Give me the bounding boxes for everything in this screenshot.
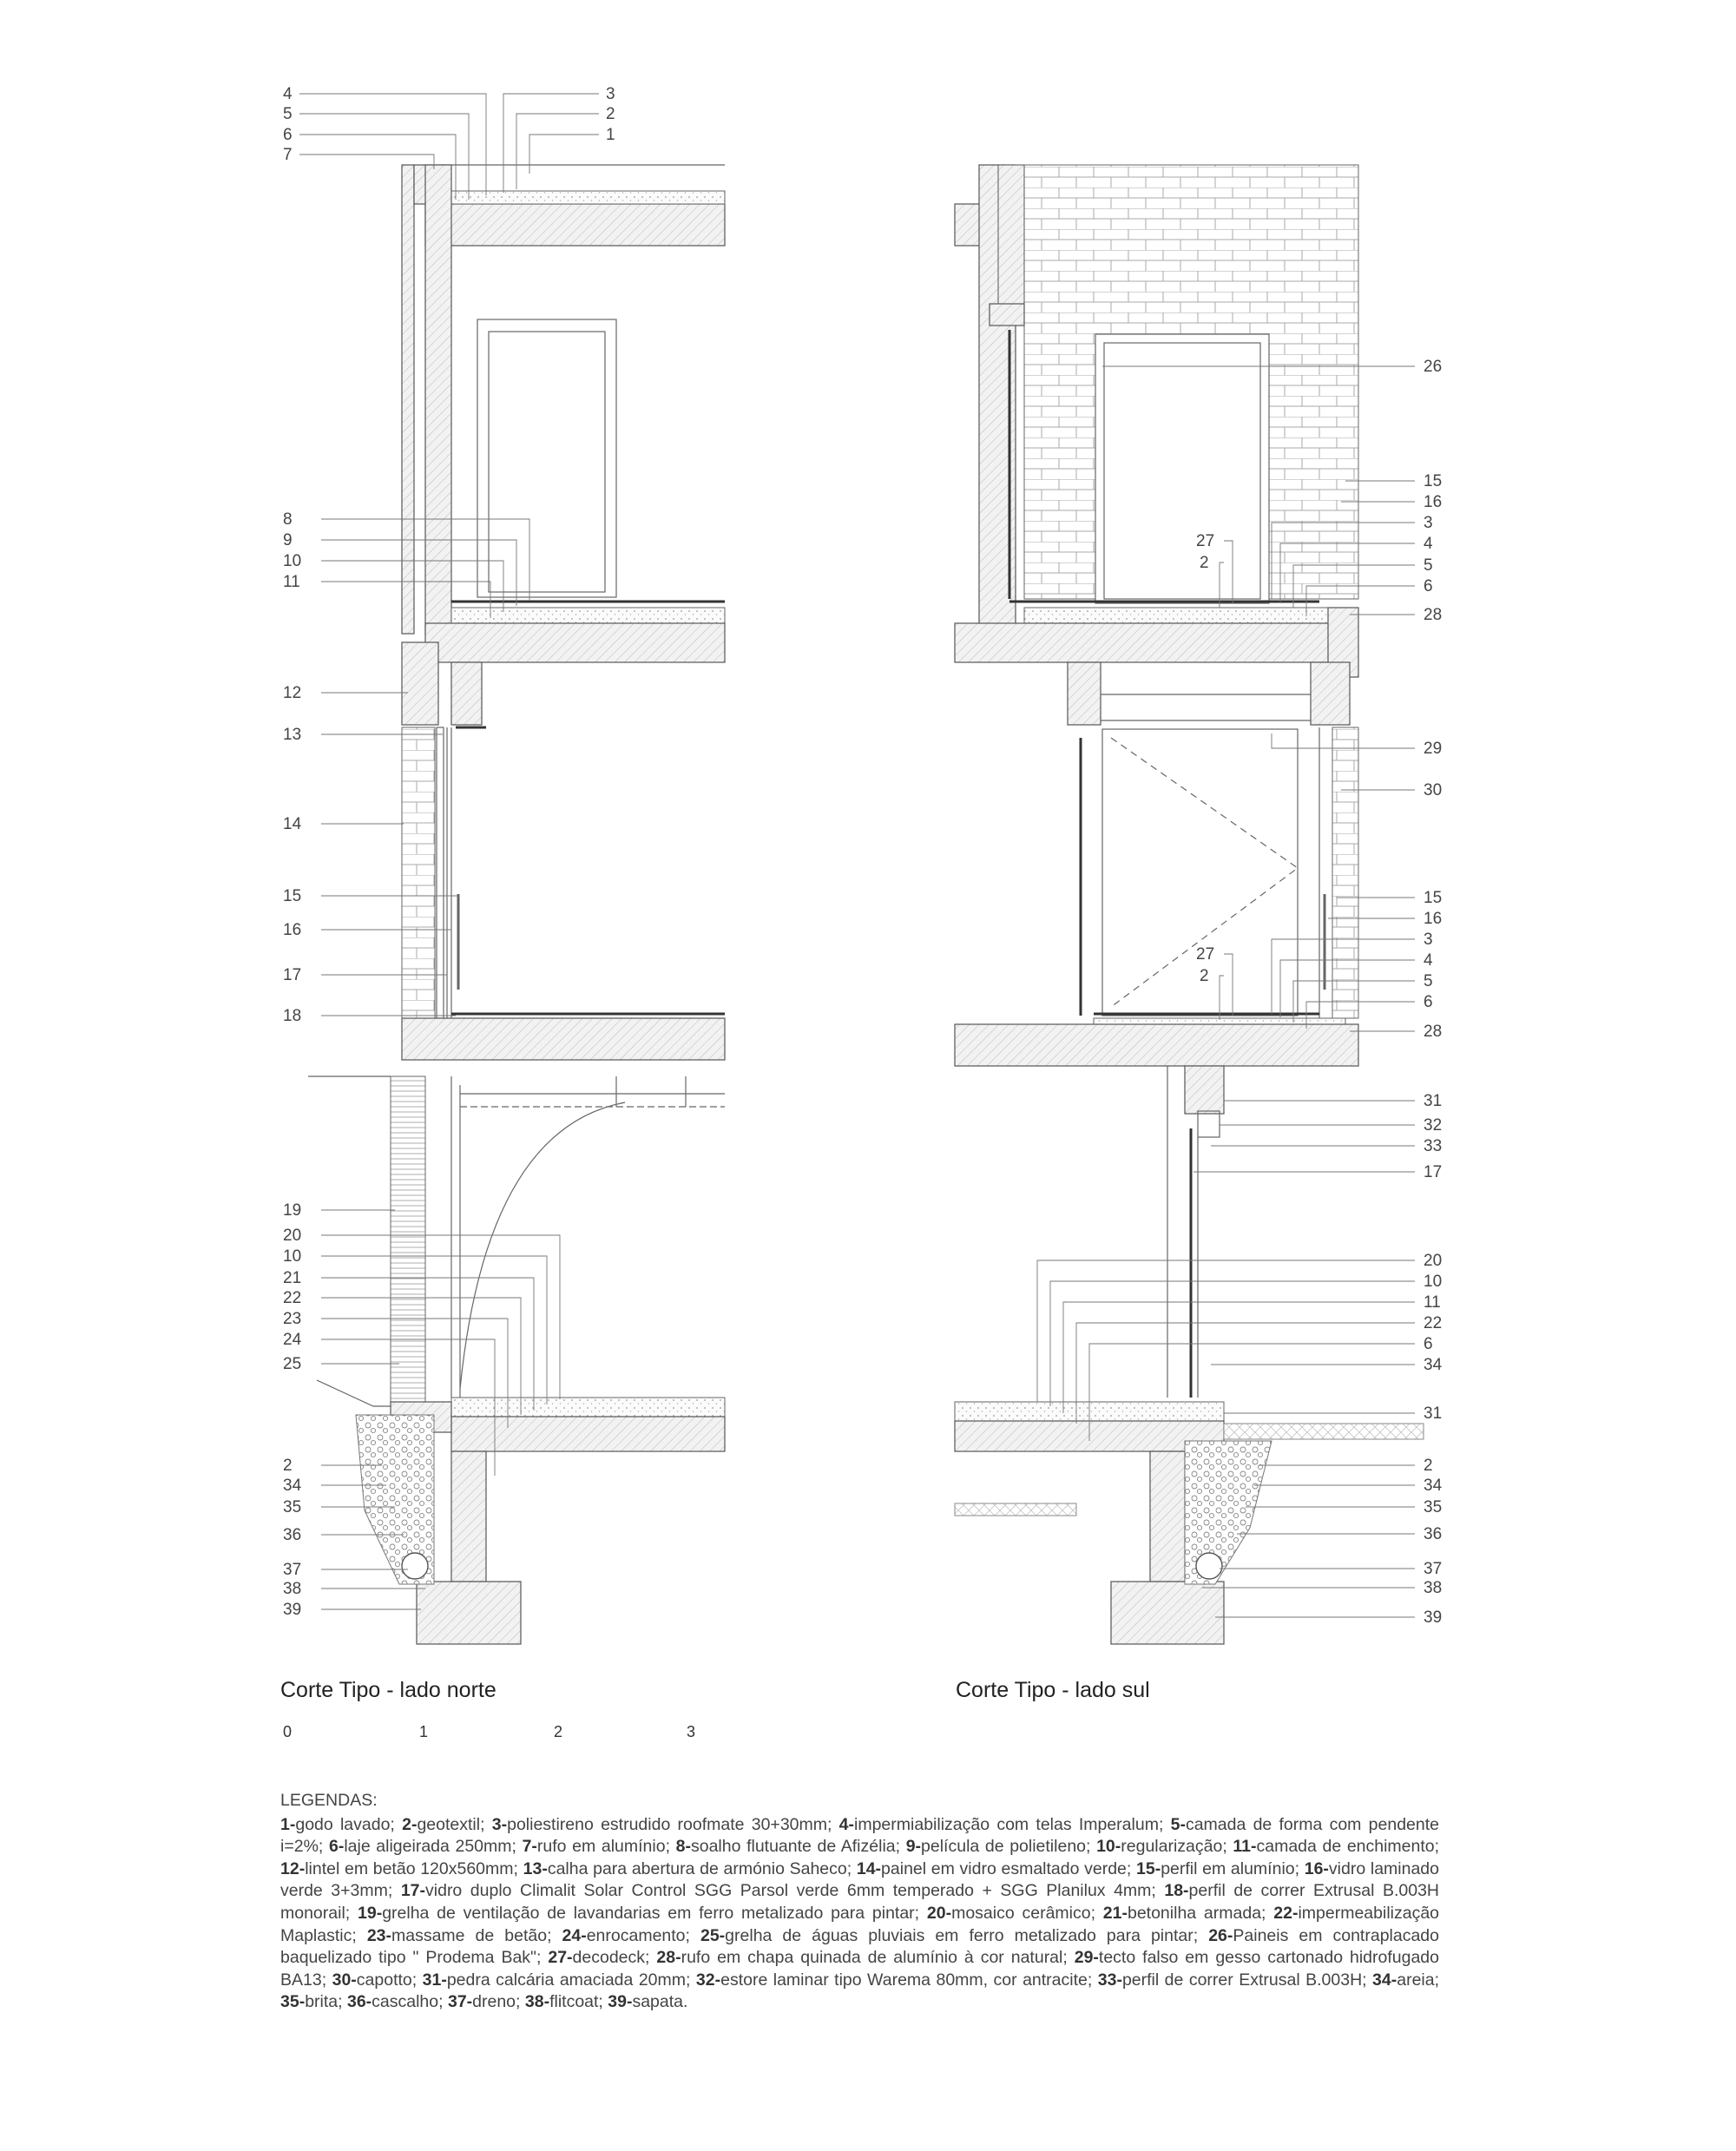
callout: 17 [283, 966, 302, 984]
legend-item: 22-impermeabilização Maplastic; [280, 1903, 1440, 1945]
legend-item: 17-vidro duplo Climalit Solar Control SGG Parsol verde 6mm temperado + SGG Planilux 4mm; [400, 1881, 1156, 1901]
legend-item: 1-godo lavado; [280, 1814, 395, 1834]
scale-label-1: 1 [419, 1723, 429, 1740]
callout: 3 [1424, 514, 1433, 532]
legend-item: 6-laje aligeirada 250mm; [328, 1837, 516, 1857]
callout: 14 [283, 815, 302, 833]
title-south: Corte Tipo - lado sul [956, 1678, 1150, 1702]
callout: 4 [283, 85, 293, 103]
legend-item: 5-camada de forma com pendente i=2%; [280, 1814, 1440, 1857]
legend-item: 29-tecto falso em gesso cartonado hidrofugado BA13; [280, 1948, 1439, 1990]
callout: 6 [283, 126, 293, 144]
legend-item: 32-estore laminar tipo Warema 80mm, cor antracite; [695, 1970, 1093, 1990]
callout: 36 [1424, 1525, 1443, 1543]
callout: 12 [283, 684, 302, 702]
callout: 28 [1424, 606, 1443, 624]
legend-item: 21-betonilha armada; [1102, 1903, 1266, 1923]
callout: 8 [283, 510, 293, 529]
callout: 37 [283, 1561, 302, 1579]
scale-label-0: 0 [283, 1723, 293, 1740]
callout: 15 [1424, 472, 1443, 490]
legend-header: LEGENDAS: [280, 1791, 378, 1810]
callout: 5 [1424, 556, 1433, 575]
legend-item: 33-perfil de correr Extrusal B.003H; [1097, 1970, 1367, 1990]
callout: 24 [283, 1331, 302, 1349]
callout: 10 [1424, 1273, 1443, 1291]
callout: 39 [1424, 1608, 1443, 1627]
callout: 7 [283, 146, 293, 164]
callout: 22 [1424, 1314, 1443, 1332]
callout: 38 [1424, 1579, 1443, 1597]
callout: 28 [1424, 1023, 1443, 1041]
callout: 38 [283, 1580, 302, 1598]
callout: 18 [283, 1007, 302, 1025]
legend-item: 16-vidro laminado verde 3+3mm; [280, 1858, 1439, 1901]
callout: 17 [1424, 1163, 1443, 1181]
callout: 36 [283, 1526, 302, 1544]
callout: 6 [1424, 993, 1433, 1011]
callout: 13 [283, 726, 302, 744]
callout: 32 [1424, 1116, 1443, 1135]
callout: 11 [1424, 1293, 1441, 1312]
callout: 15 [283, 887, 302, 905]
legend-item: 30-capotto; [332, 1970, 418, 1990]
callout: 9 [283, 531, 293, 549]
callout: 29 [1424, 740, 1443, 758]
scale-label-2: 2 [554, 1723, 563, 1740]
callout: 5 [1424, 972, 1433, 990]
legend-item: 12-lintel em betão 120x560mm; [280, 1858, 518, 1878]
callout: 39 [283, 1601, 302, 1619]
legend-item: 39-sapata. [608, 1992, 688, 2012]
callout: 11 [283, 573, 300, 591]
callout: 26 [1424, 358, 1443, 376]
legend-item: 8-soalho flutuante de Afizélia; [675, 1837, 901, 1857]
callout: 31 [1424, 1092, 1443, 1110]
callout: 19 [283, 1201, 302, 1220]
callout: 34 [1424, 1477, 1443, 1495]
callout: 16 [283, 921, 302, 939]
callout: 16 [1424, 493, 1443, 511]
callout: 2 [1200, 554, 1209, 572]
legend-item: 36-cascalho; [346, 1992, 444, 2012]
callout: 31 [1424, 1404, 1443, 1423]
callout: 2 [606, 105, 615, 123]
legend-item: 24-enrocamento; [562, 1925, 690, 1945]
legend-item: 23-massame de betão; [366, 1925, 552, 1945]
legend-item: 35-brita; [280, 1992, 343, 2012]
callout: 1 [606, 126, 615, 144]
callout: 16 [1424, 910, 1443, 928]
callout: 25 [283, 1355, 302, 1373]
legend-item: 31-pedra calcária amaciada 20mm; [422, 1970, 691, 1990]
legend-item: 14-painel em vidro esmaltado verde; [856, 1858, 1132, 1878]
callout: 27 [1196, 945, 1215, 964]
callout: 35 [283, 1498, 302, 1516]
callout: 34 [1424, 1356, 1443, 1374]
north-section [308, 165, 725, 1644]
legend-item: 25-grelha de águas pluviais em ferro metalizado para pintar; [700, 1925, 1199, 1945]
callout: 6 [1424, 577, 1433, 595]
callout: 6 [1424, 1335, 1433, 1353]
callout: 10 [283, 552, 302, 570]
legend [280, 1790, 1439, 2014]
callout: 3 [606, 85, 615, 103]
legend-item: 13-calha para abertura de armónio Saheco; [523, 1858, 852, 1878]
legend-item: 7-rufo em alumínio; [522, 1837, 670, 1857]
callout: 2 [1424, 1457, 1433, 1475]
callout: 20 [1424, 1252, 1443, 1270]
callout: 3 [1424, 931, 1433, 949]
legend-item: 10-regularização; [1096, 1837, 1227, 1857]
callout: 15 [1424, 889, 1443, 907]
legend-item: 3-poliestireno estrudido roofmate 30+30mm; [491, 1814, 832, 1834]
legend-item: 4-impermiabilização com telas Imperalum; [838, 1814, 1164, 1834]
legend-item: 18-perfil de correr Extrusal B.003H monorail; [280, 1881, 1440, 1923]
legend-item: 27-decodeck; [548, 1948, 650, 1968]
callout: 21 [283, 1269, 302, 1287]
legend-item: 26-Paineis em contraplacado baquelizado tipo " Prodema Bak"; [280, 1925, 1439, 1968]
callout: 22 [283, 1289, 302, 1307]
callout: 37 [1424, 1560, 1443, 1578]
callout: 34 [283, 1477, 302, 1495]
legend-item: 11-camada de enchimento; [1233, 1837, 1440, 1857]
callout: 20 [283, 1227, 302, 1245]
legend-item: 20-mosaico cerâmico; [926, 1903, 1095, 1923]
callout: 33 [1424, 1137, 1443, 1155]
callout: 27 [1196, 532, 1215, 550]
callout: 23 [283, 1310, 302, 1328]
callout: 2 [1200, 967, 1209, 985]
legend-item: 34-areia; [1372, 1970, 1440, 1990]
scale-label-3: 3 [687, 1723, 696, 1740]
legend-item: 19-grelha de ventilação de lavandarias em ferro metalizado para pintar; [358, 1903, 920, 1923]
callout: 4 [1424, 535, 1433, 553]
legend-item: 9-película de polietileno; [905, 1837, 1091, 1857]
callout: 30 [1424, 781, 1443, 799]
callout: 10 [283, 1247, 302, 1266]
legend-item: 2-geotextil; [402, 1814, 485, 1834]
legend-item: 37-dreno; [447, 1992, 521, 2012]
callout: 5 [283, 105, 293, 123]
callout: 4 [1424, 951, 1433, 970]
title-north: Corte Tipo - lado norte [280, 1678, 496, 1702]
callout: 2 [283, 1457, 293, 1475]
callout: 35 [1424, 1498, 1443, 1516]
legend-item: 38-flitcoat; [524, 1992, 603, 2012]
legend-item: 15-perfil em alumínio; [1136, 1858, 1300, 1878]
legend-item: 28-rufo em chapa quinada de alumínio à cor natural; [656, 1948, 1068, 1968]
legend-items [280, 1815, 1439, 2012]
south-section [955, 165, 1424, 1644]
